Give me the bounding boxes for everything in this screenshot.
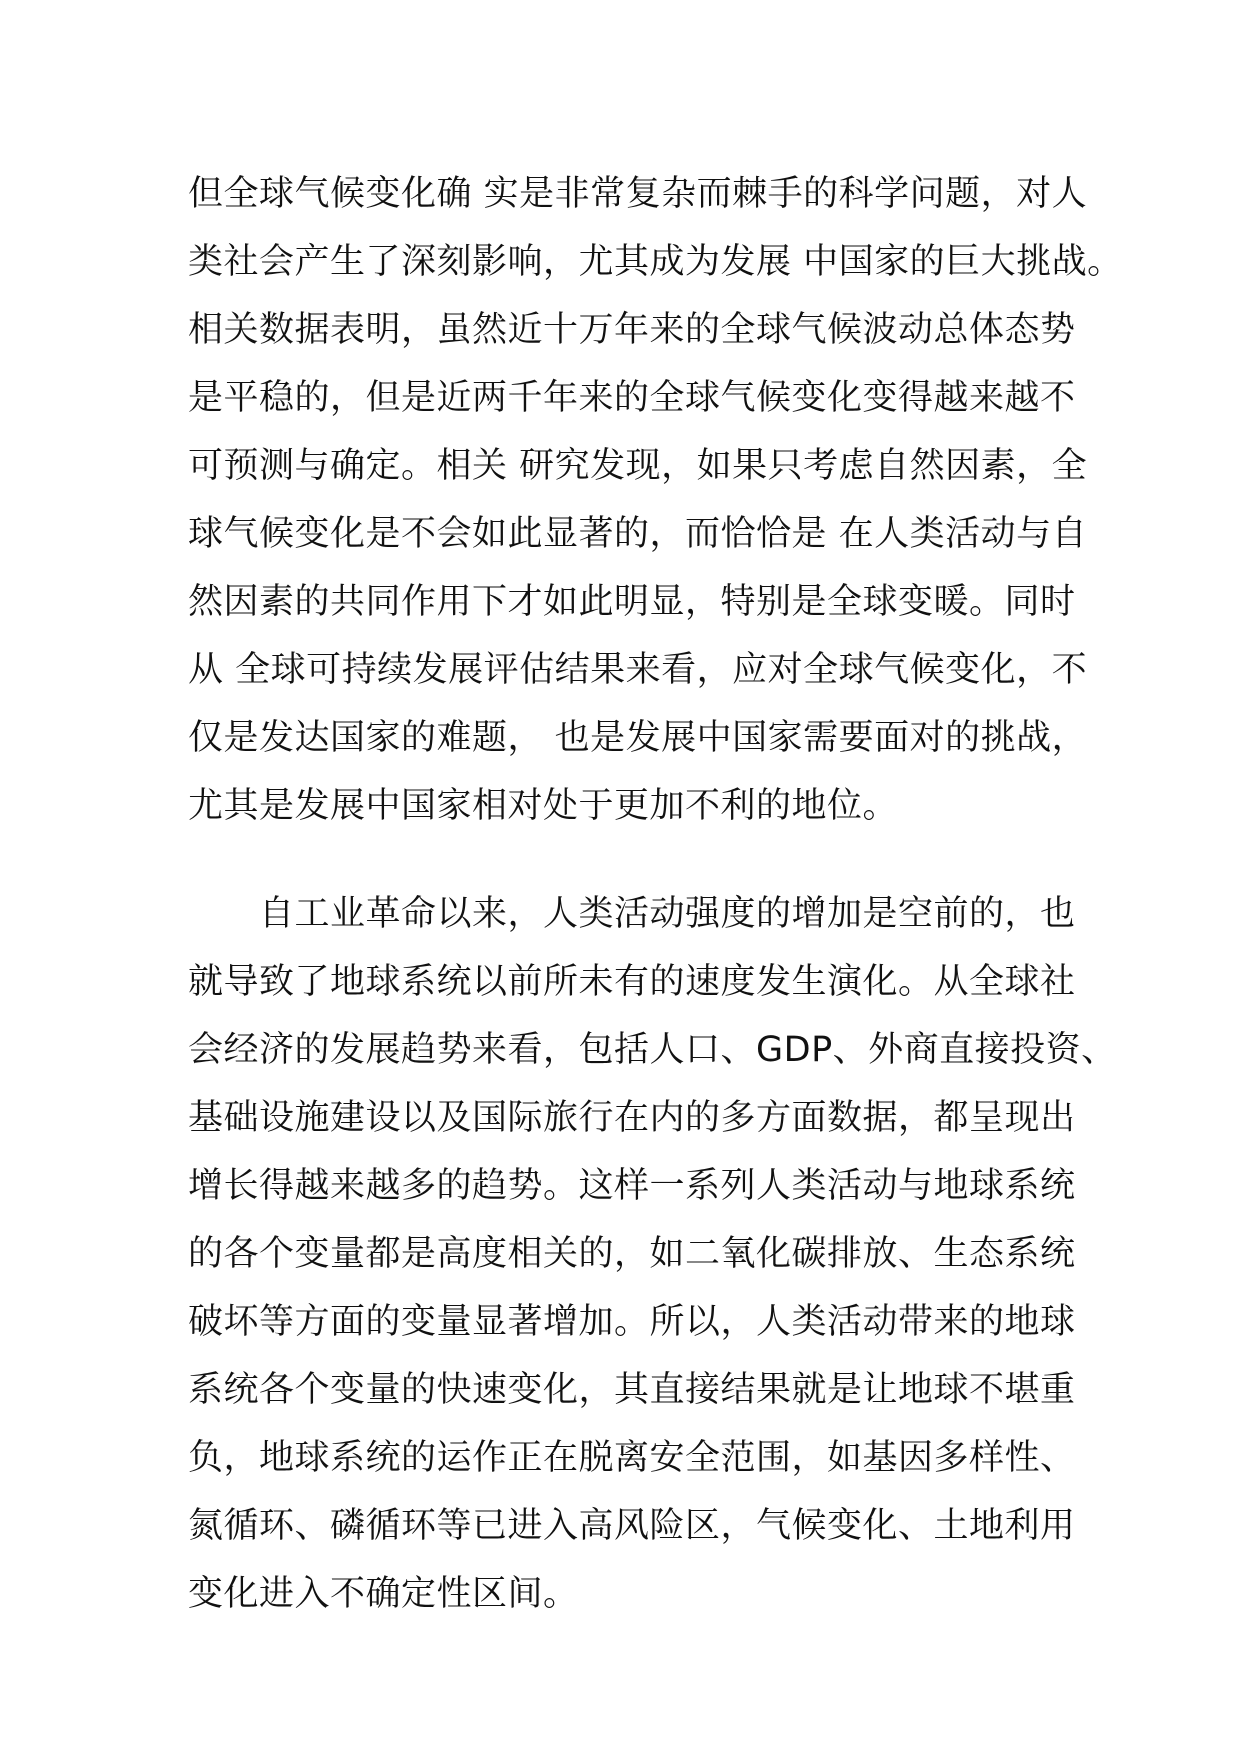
paragraph-2-line-8: 系统各个变量的快速变化，其直接结果就是让地球不堪重 xyxy=(188,1370,1076,1410)
paragraph-1-line-7: 然因素的共同作用下才如此明显，特别是全球变暖。同时 xyxy=(188,582,1076,622)
paragraph-2-line-2: 就导致了地球系统以前所未有的速度发生演化。从全球社 xyxy=(188,962,1076,1002)
paragraph-2 xyxy=(188,880,1117,1628)
paragraph-1-line-1: 但全球气候变化确 实是非常复杂而棘手的科学问题，对人 xyxy=(188,174,1088,214)
paragraph-1-line-2: 类社会产生了深刻影响，尤其成为发展 中国家的巨大挑战。 xyxy=(188,242,1123,282)
paragraph-1 xyxy=(188,160,1123,840)
paragraph-1-line-3: 相关数据表明，虽然近十万年来的全球气候波动总体态势 xyxy=(188,310,1076,350)
paragraph-2-line-1: 自工业革命以来，人类活动强度的增加是空前的，也 xyxy=(188,894,1076,934)
paragraph-2-line-3: 会经济的发展趋势来看，包括人口、GDP、外商直接投资、 xyxy=(188,1030,1117,1070)
paragraph-1-line-6: 球气候变化是不会如此显著的，而恰恰是 在人类活动与自 xyxy=(188,514,1088,554)
paragraph-2-line-9: 负，地球系统的运作正在脱离安全范围，如基因多样性、 xyxy=(188,1438,1076,1478)
paragraph-2-line-5: 增长得越来越多的趋势。这样一系列人类活动与地球系统 xyxy=(188,1166,1076,1206)
paragraph-2-line-6: 的各个变量都是高度相关的，如二氧化碳排放、生态系统 xyxy=(188,1234,1076,1274)
paragraph-2-line-4: 基础设施建设以及国际旅行在内的多方面数据，都呈现出 xyxy=(188,1098,1076,1138)
paragraph-1-line-4: 是平稳的，但是近两千年来的全球气候变化变得越来越不 xyxy=(188,378,1076,418)
paragraph-1-line-10: 尤其是发展中国家相对处于更加不利的地位。 xyxy=(188,786,899,826)
paragraph-1-line-5: 可预测与确定。相关 研究发现，如果只考虑自然因素，全 xyxy=(188,446,1088,486)
paragraph-1-line-8: 从 全球可持续发展评估结果来看，应对全球气候变化，不 xyxy=(188,650,1088,690)
paragraph-2-line-10: 氮循环、磷循环等已进入高风险区，气候变化、土地利用 xyxy=(188,1506,1076,1546)
paragraph-2-line-7: 破坏等方面的变量显著增加。所以，人类活动带来的地球 xyxy=(188,1302,1076,1342)
paragraph-2-line-11: 变化进入不确定性区间。 xyxy=(188,1574,579,1614)
paragraph-1-line-9: 仅是发达国家的难题， 也是发展中国家需要面对的挑战， xyxy=(188,718,1088,758)
